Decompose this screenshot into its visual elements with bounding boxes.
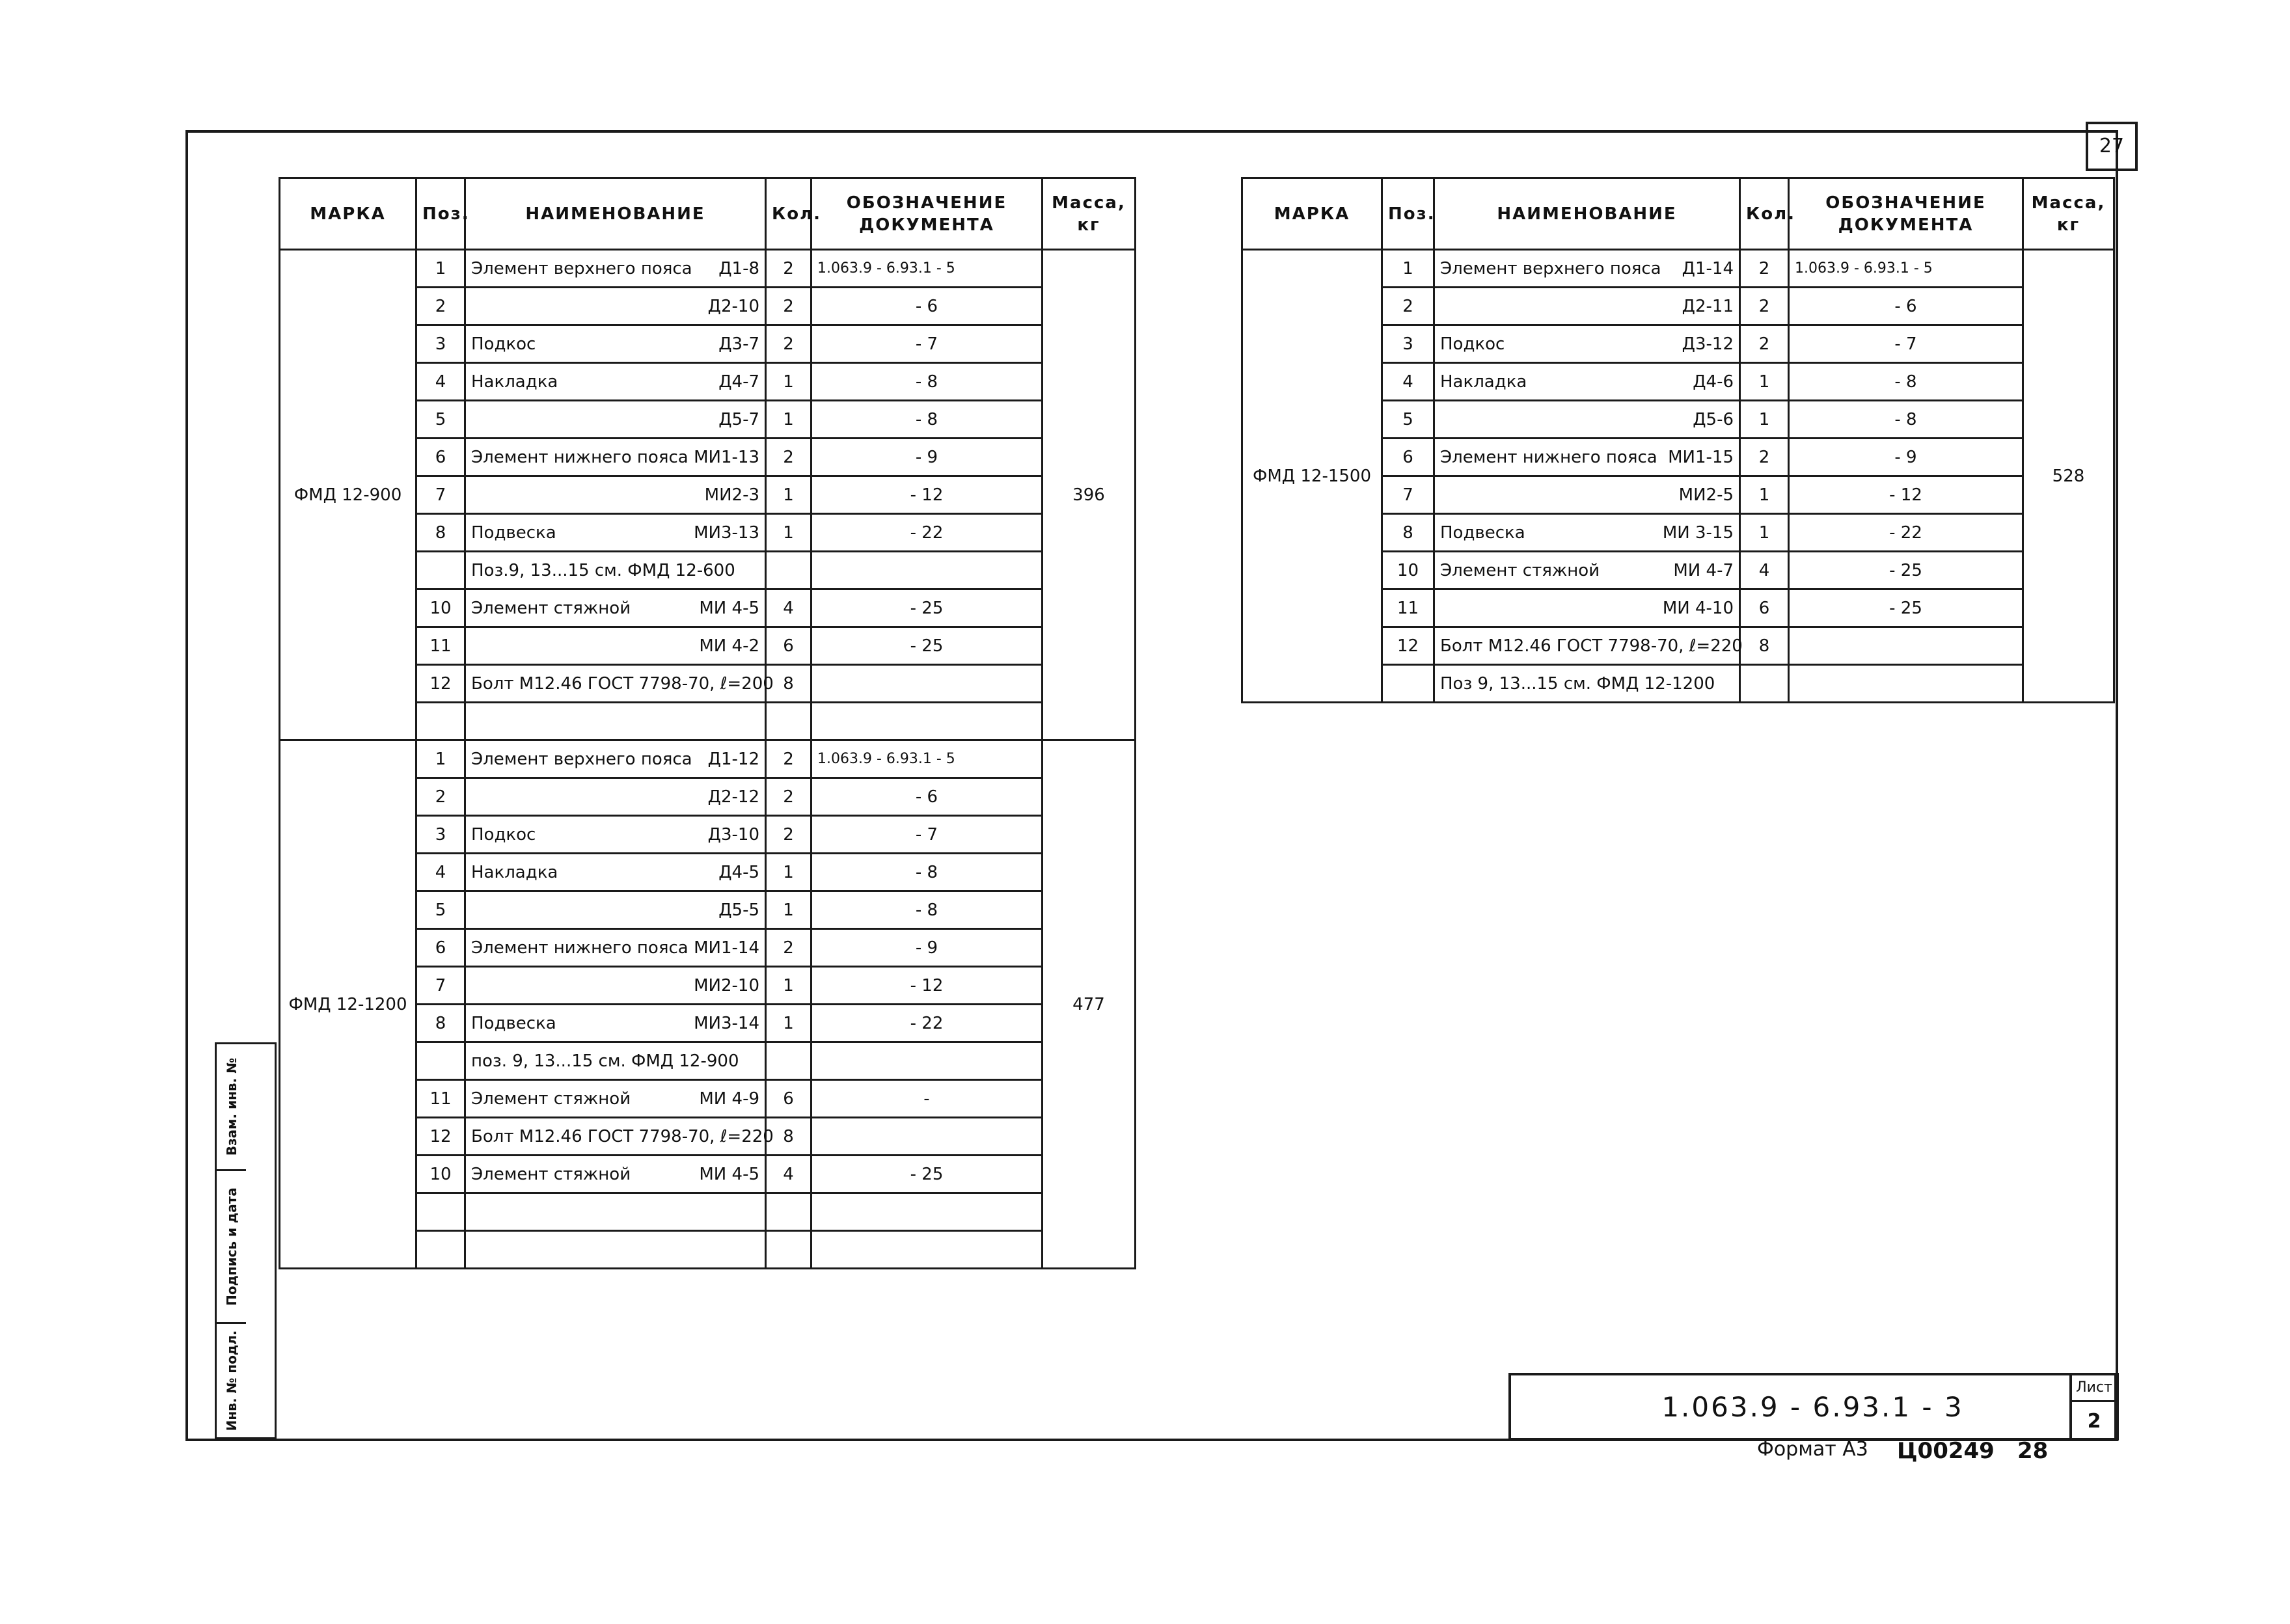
doc-cell: - 12 xyxy=(811,476,1043,514)
archive-num: 28 xyxy=(2017,1438,2049,1464)
name-cell xyxy=(465,665,774,703)
kol-cell: 2 xyxy=(1740,439,1789,476)
name-cell xyxy=(1434,439,1740,476)
kol-cell: 1 xyxy=(766,514,811,552)
kol-cell: 2 xyxy=(766,288,811,325)
item-designation: Д4-5 xyxy=(718,862,759,882)
sheet-box xyxy=(2069,1373,2119,1441)
item-designation: МИ 4-5 xyxy=(699,598,759,618)
kol-cell: 2 xyxy=(1740,288,1789,325)
kol-cell: 1 xyxy=(766,363,811,401)
doc-cell: - 8 xyxy=(1789,363,2023,401)
kol-cell xyxy=(766,1231,811,1269)
poz-cell xyxy=(416,552,465,589)
item-designation: Д3-7 xyxy=(718,334,759,354)
doc-cell: - 8 xyxy=(1789,401,2023,439)
name-cell xyxy=(1434,250,1740,288)
name-cell xyxy=(465,967,766,1005)
kol-cell: 1 xyxy=(766,854,811,891)
name-cell xyxy=(1434,401,1740,439)
item-name: поз. 9, 13...15 см. ФМД 12-900 xyxy=(471,1051,739,1071)
poz-cell xyxy=(416,1042,465,1080)
item-designation: МИ1-14 xyxy=(694,938,759,958)
item-designation: Д5-7 xyxy=(718,409,759,429)
name-cell xyxy=(1434,363,1740,401)
side-stamp xyxy=(215,1042,277,1439)
poz-cell: 11 xyxy=(416,627,465,665)
table-row xyxy=(1242,250,2114,288)
name-cell xyxy=(1434,665,1740,703)
name-cell xyxy=(1434,288,1740,325)
name-cell xyxy=(1434,552,1740,589)
item-name: Подвеска xyxy=(471,522,556,543)
item-designation: МИ2-3 xyxy=(704,485,759,505)
name-cell xyxy=(465,514,766,552)
kol-cell: 6 xyxy=(766,627,811,665)
kol-cell: 1 xyxy=(766,1005,811,1042)
poz-cell: 12 xyxy=(416,665,465,703)
poz-cell xyxy=(416,1193,465,1231)
item-name: Элемент верхнего пояса xyxy=(471,258,692,278)
doc-cell: - 7 xyxy=(811,816,1043,854)
kol-cell: 1 xyxy=(1740,476,1789,514)
doc-cell: - 25 xyxy=(1789,589,2023,627)
poz-cell: 4 xyxy=(1382,363,1434,401)
name-cell xyxy=(465,325,766,363)
doc-cell xyxy=(811,1118,1043,1156)
doc-cell: - 8 xyxy=(811,891,1043,929)
doc-cell: - 25 xyxy=(811,589,1043,627)
doc-cell: - xyxy=(811,1080,1043,1118)
doc-cell: - 7 xyxy=(1789,325,2023,363)
kol-cell: 6 xyxy=(766,1080,811,1118)
name-cell xyxy=(1434,514,1740,552)
doc-cell: - 6 xyxy=(811,288,1043,325)
item-name: Подкос xyxy=(471,824,536,845)
header-massa: Масса, кг xyxy=(2023,178,2114,250)
item-designation: Д5-5 xyxy=(718,900,759,920)
name-cell xyxy=(465,891,766,929)
doc-cell: 1.063.9 - 6.93.1 - 5 xyxy=(811,250,1043,288)
doc-cell xyxy=(811,552,1043,589)
side-stamp-podpis: Подпись и дата xyxy=(217,1171,246,1324)
poz-cell: 8 xyxy=(1382,514,1434,552)
name-cell xyxy=(465,854,766,891)
poz-cell: 11 xyxy=(1382,589,1434,627)
kol-cell: 4 xyxy=(766,1156,811,1193)
item-name: Подкос xyxy=(1440,334,1505,354)
item-designation: МИ1-13 xyxy=(694,447,759,467)
item-designation: Д5-6 xyxy=(1693,409,1734,429)
doc-cell xyxy=(811,665,1043,703)
item-designation: МИ2-10 xyxy=(694,975,759,995)
item-designation: МИ 4-2 xyxy=(699,636,759,656)
name-cell xyxy=(465,778,766,816)
doc-cell: - 8 xyxy=(811,363,1043,401)
doc-cell xyxy=(811,1231,1043,1269)
spec-table-right xyxy=(1241,177,2115,703)
kol-cell: 2 xyxy=(766,929,811,967)
item-name: Поз.9, 13...15 см. ФМД 12-600 xyxy=(471,560,735,580)
kol-cell: 8 xyxy=(766,1118,811,1156)
spec-table-left xyxy=(279,177,1136,1269)
mark-cell: ФМД 12-900 xyxy=(280,250,416,740)
poz-cell: 4 xyxy=(416,363,465,401)
doc-cell: - 25 xyxy=(811,1156,1043,1193)
poz-cell: 10 xyxy=(1382,552,1434,589)
poz-cell: 6 xyxy=(416,929,465,967)
sheet-number: 2 xyxy=(2087,1410,2101,1433)
doc-cell xyxy=(811,703,1043,740)
item-name: Элемент стяжной xyxy=(471,1164,631,1184)
item-name: Болт М12.46 ГОСТ 7798-70, ℓ=220 xyxy=(1440,636,1743,656)
name-cell xyxy=(465,552,766,589)
page-number: 27 xyxy=(2086,122,2138,171)
poz-cell: 7 xyxy=(1382,476,1434,514)
item-name: Элемент нижнего пояса xyxy=(471,447,688,467)
name-cell xyxy=(465,589,766,627)
name-cell xyxy=(465,1005,766,1042)
item-designation: Д4-6 xyxy=(1693,372,1734,392)
side-stamp-vzam: Взам. инв. № xyxy=(217,1044,246,1171)
item-name: Накладка xyxy=(471,372,558,392)
mark-cell: ФМД 12-1500 xyxy=(1242,250,1382,703)
kol-cell: 1 xyxy=(766,401,811,439)
name-cell xyxy=(1434,476,1740,514)
header-naim: НАИМЕНОВАНИЕ xyxy=(465,178,766,250)
doc-cell xyxy=(1789,665,2023,703)
kol-cell xyxy=(766,552,811,589)
mass-cell: 477 xyxy=(1043,740,1136,1269)
kol-cell: 2 xyxy=(766,439,811,476)
header-doc: ОБОЗНАЧЕНИЕ ДОКУМЕНТА xyxy=(1789,178,2023,250)
item-designation: Д4-7 xyxy=(718,372,759,392)
doc-cell: - 25 xyxy=(1789,552,2023,589)
name-cell xyxy=(465,1193,766,1231)
name-cell xyxy=(465,250,766,288)
kol-cell: 4 xyxy=(766,589,811,627)
kol-cell: 8 xyxy=(1740,627,1789,665)
name-cell xyxy=(465,476,766,514)
item-designation: МИ 4-7 xyxy=(1673,560,1734,580)
poz-cell xyxy=(416,1231,465,1269)
name-cell xyxy=(465,929,766,967)
item-name: Элемент нижнего пояса xyxy=(1440,447,1657,467)
item-designation: Д1-12 xyxy=(707,749,759,769)
item-name: Накладка xyxy=(1440,372,1527,392)
poz-cell: 5 xyxy=(1382,401,1434,439)
doc-cell xyxy=(811,1042,1043,1080)
poz-cell xyxy=(416,703,465,740)
name-cell xyxy=(465,740,766,778)
kol-cell: 1 xyxy=(766,891,811,929)
kol-cell: 1 xyxy=(1740,401,1789,439)
item-designation: Д1-8 xyxy=(718,258,759,278)
doc-cell: - 9 xyxy=(1789,439,2023,476)
poz-cell: 1 xyxy=(1382,250,1434,288)
item-designation: МИ2-5 xyxy=(1678,485,1734,505)
doc-cell: - 8 xyxy=(811,401,1043,439)
sheet-label: Лист xyxy=(2072,1375,2116,1402)
item-designation: МИ 4-10 xyxy=(1662,598,1734,618)
name-cell xyxy=(465,363,766,401)
poz-cell: 2 xyxy=(416,288,465,325)
name-cell xyxy=(1434,627,1743,665)
poz-cell: 8 xyxy=(416,514,465,552)
doc-cell: - 22 xyxy=(1789,514,2023,552)
poz-cell: 10 xyxy=(416,1156,465,1193)
doc-cell: - 7 xyxy=(811,325,1043,363)
item-designation: Д2-11 xyxy=(1682,296,1734,316)
poz-cell: 2 xyxy=(1382,288,1434,325)
name-cell xyxy=(465,627,766,665)
poz-cell: 1 xyxy=(416,740,465,778)
item-name: Накладка xyxy=(471,862,558,882)
kol-cell: 2 xyxy=(766,250,811,288)
poz-cell: 8 xyxy=(416,1005,465,1042)
name-cell xyxy=(465,1118,774,1156)
doc-cell: - 22 xyxy=(811,514,1043,552)
poz-cell: 2 xyxy=(416,778,465,816)
kol-cell: 2 xyxy=(766,740,811,778)
name-cell xyxy=(465,816,766,854)
doc-cell: - 12 xyxy=(1789,476,2023,514)
item-name: Поз 9, 13...15 см. ФМД 12-1200 xyxy=(1440,673,1715,694)
kol-cell: 1 xyxy=(1740,363,1789,401)
mass-cell: 396 xyxy=(1043,250,1136,740)
mass-cell: 528 xyxy=(2023,250,2114,703)
kol-cell: 2 xyxy=(766,816,811,854)
doc-cell xyxy=(811,1193,1043,1231)
header-massa: Масса, кг xyxy=(1043,178,1136,250)
item-name: Подвеска xyxy=(471,1013,556,1033)
table-row xyxy=(280,250,1136,288)
name-cell xyxy=(465,703,766,740)
kol-cell: 1 xyxy=(766,967,811,1005)
doc-cell: 1.063.9 - 6.93.1 - 5 xyxy=(1789,250,2023,288)
poz-cell: 3 xyxy=(416,816,465,854)
name-cell xyxy=(1434,589,1740,627)
header-poz: Поз. xyxy=(416,178,465,250)
name-cell xyxy=(465,288,766,325)
item-designation: Д3-12 xyxy=(1682,334,1734,354)
poz-cell: 3 xyxy=(416,325,465,363)
document-code: 1.063.9 - 6.93.1 - 3 xyxy=(1508,1373,2117,1441)
poz-cell: 7 xyxy=(416,967,465,1005)
name-cell xyxy=(465,1080,766,1118)
item-name: Болт М12.46 ГОСТ 7798-70, ℓ=220 xyxy=(471,1126,774,1146)
doc-cell: - 6 xyxy=(1789,288,2023,325)
doc-cell xyxy=(1789,627,2023,665)
poz-cell: 12 xyxy=(416,1118,465,1156)
item-designation: МИ 4-9 xyxy=(699,1089,759,1109)
table-row xyxy=(280,740,1136,778)
kol-cell xyxy=(1740,665,1789,703)
kol-cell: 2 xyxy=(1740,250,1789,288)
item-name: Элемент стяжной xyxy=(1440,560,1600,580)
poz-cell: 6 xyxy=(1382,439,1434,476)
poz-cell: 10 xyxy=(416,589,465,627)
item-designation: Д3-10 xyxy=(707,824,759,845)
doc-cell: - 9 xyxy=(811,439,1043,476)
header-poz: Поз. xyxy=(1382,178,1434,250)
poz-cell xyxy=(1382,665,1434,703)
name-cell xyxy=(465,439,766,476)
item-designation: Д1-14 xyxy=(1682,258,1734,278)
kol-cell: 2 xyxy=(766,778,811,816)
name-cell xyxy=(465,401,766,439)
kol-cell: 8 xyxy=(766,665,811,703)
side-stamp-inv: Инв. № подл. xyxy=(223,1330,239,1431)
item-designation: Д2-12 xyxy=(707,787,759,807)
kol-cell: 1 xyxy=(766,476,811,514)
header-marka: МАРКА xyxy=(1242,178,1382,250)
item-name: Элемент стяжной xyxy=(471,598,631,618)
mark-cell: ФМД 12-1200 xyxy=(280,740,416,1269)
doc-cell: 1.063.9 - 6.93.1 - 5 xyxy=(811,740,1043,778)
item-designation: МИ3-14 xyxy=(694,1013,759,1033)
kol-cell xyxy=(766,1042,811,1080)
item-name: Болт М12.46 ГОСТ 7798-70, ℓ=200 xyxy=(471,673,774,694)
item-name: Подвеска xyxy=(1440,522,1525,543)
kol-cell: 4 xyxy=(1740,552,1789,589)
item-designation: МИ 3-15 xyxy=(1662,522,1734,543)
name-cell xyxy=(465,1156,766,1193)
kol-cell xyxy=(766,1193,811,1231)
poz-cell: 5 xyxy=(416,891,465,929)
kol-cell: 6 xyxy=(1740,589,1789,627)
archive-id: Ц00249 xyxy=(1897,1438,1995,1464)
poz-cell: 6 xyxy=(416,439,465,476)
doc-cell: - 12 xyxy=(811,967,1043,1005)
item-name: Элемент стяжной xyxy=(471,1089,631,1109)
poz-cell: 3 xyxy=(1382,325,1434,363)
item-name: Элемент верхнего пояса xyxy=(1440,258,1661,278)
doc-cell: - 8 xyxy=(811,854,1043,891)
name-cell xyxy=(465,1231,766,1269)
header-kol: Кол. xyxy=(766,178,811,250)
header-kol: Кол. xyxy=(1740,178,1789,250)
kol-cell: 2 xyxy=(1740,325,1789,363)
item-name: Подкос xyxy=(471,334,536,354)
kol-cell: 2 xyxy=(766,325,811,363)
poz-cell: 1 xyxy=(416,250,465,288)
kol-cell: 1 xyxy=(1740,514,1789,552)
name-cell xyxy=(465,1042,766,1080)
header-marka: МАРКА xyxy=(280,178,416,250)
item-name: Элемент нижнего пояса xyxy=(471,938,688,958)
doc-cell: - 9 xyxy=(811,929,1043,967)
kol-cell xyxy=(766,703,811,740)
poz-cell: 7 xyxy=(416,476,465,514)
header-naim: НАИМЕНОВАНИЕ xyxy=(1434,178,1740,250)
item-designation: МИ 4-5 xyxy=(699,1164,759,1184)
name-cell xyxy=(1434,325,1740,363)
item-designation: МИ1-15 xyxy=(1668,447,1734,467)
poz-cell: 11 xyxy=(416,1080,465,1118)
header-doc: ОБОЗНАЧЕНИЕ ДОКУМЕНТА xyxy=(811,178,1043,250)
doc-cell: - 6 xyxy=(811,778,1043,816)
doc-cell: - 22 xyxy=(811,1005,1043,1042)
poz-cell: 12 xyxy=(1382,627,1434,665)
item-designation: Д2-10 xyxy=(707,296,759,316)
poz-cell: 4 xyxy=(416,854,465,891)
item-name: Элемент верхнего пояса xyxy=(471,749,692,769)
poz-cell: 5 xyxy=(416,401,465,439)
format-label: Формат А3 xyxy=(1757,1438,1868,1461)
doc-cell: - 25 xyxy=(811,627,1043,665)
item-designation: МИ3-13 xyxy=(694,522,759,543)
